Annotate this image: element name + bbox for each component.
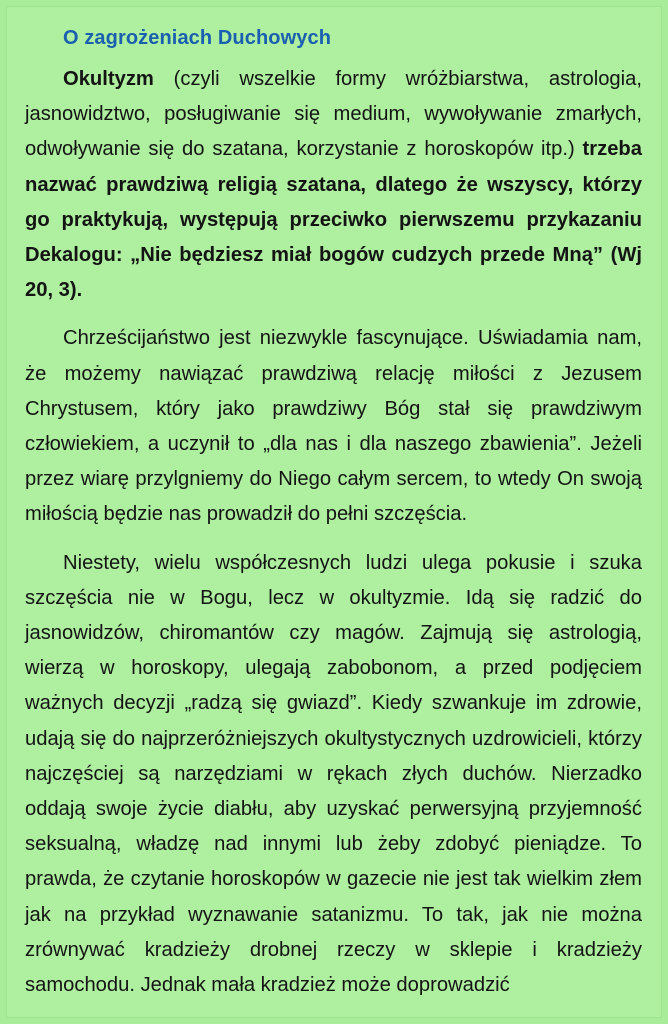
text-panel (6, 6, 662, 1018)
paragraph-1-segment: (czyli wszelkie formy wróżbiarstwa, astrologia, jasnowidztwo, posługiwanie się medium, wywoływanie zmarłych, odwoływanie się do szatana, korzystanie z horoskopów itp.) (25, 68, 642, 161)
paragraph-okultyzm (25, 62, 642, 308)
paragraph-niestety (25, 546, 642, 1004)
paragraph-1-segment: Okultyzm (63, 68, 154, 90)
paragraph-2-segment: Chrześcijaństwo jest niezwykle fascynujące. Uświadamia nam, że możemy nawiązać prawdziwą relację miłości z Jezusem Chrystusem, który jako prawdziwy Bóg stał się prawdziwym człowiekiem, a uczynił to „dla nas i dla naszego zbawienia”. Jeżeli przez wiarę przylgniemy do Niego całym sercem, to wtedy On swoją miłością będzie nas prowadził do pełni szczęścia. (25, 327, 642, 526)
document-title: O zagrożeniach Duchowych (63, 27, 332, 49)
paragraph-3-segment: Niestety, wielu współczesnych ludzi ulega pokusie i szuka szczęścia nie w Bogu, lecz w okultyzmie. Idą się radzić do jasnowidzów, chiromantów czy magów. Zajmują się astrologią, wierzą w horoskopy, ulegają zabobonom, a przed podjęciem ważnych decyzji „radzą się gwiazd”. Kiedy szwankuje im zdrowie, udają się do najprzeróżniejszych okultystycznych uzdrowicieli, którzy najczęściej są narzędziami w rękach złych duchów. Nierzadko oddają swoje życie diabłu, aby uzyskać perwersyjną przyjemność seksualną, władzę nad innymi lub żeby zdobyć pieniądze. To prawda, że czytanie horoskopów w gazecie nie jest tak wielkim złem jak na przykład wyznawanie satanizmu. To tak, jak nie można zrównywać kradzieży drobnej rzeczy w sklepie i kradzieży samochodu. Jednak mała kradzież może doprowadzić (25, 551, 642, 997)
paragraph-chrzescijanstwo (25, 321, 642, 532)
paragraph-1-segment: trzeba nazwać prawdziwą religią szatana, dlatego że wszyscy, którzy go praktykują, występują przeciwko pierwszemu przykazaniu Dekalogu: „Nie będziesz miał bogów cudzych przede Mną” (Wj 20, 3). (25, 138, 642, 302)
